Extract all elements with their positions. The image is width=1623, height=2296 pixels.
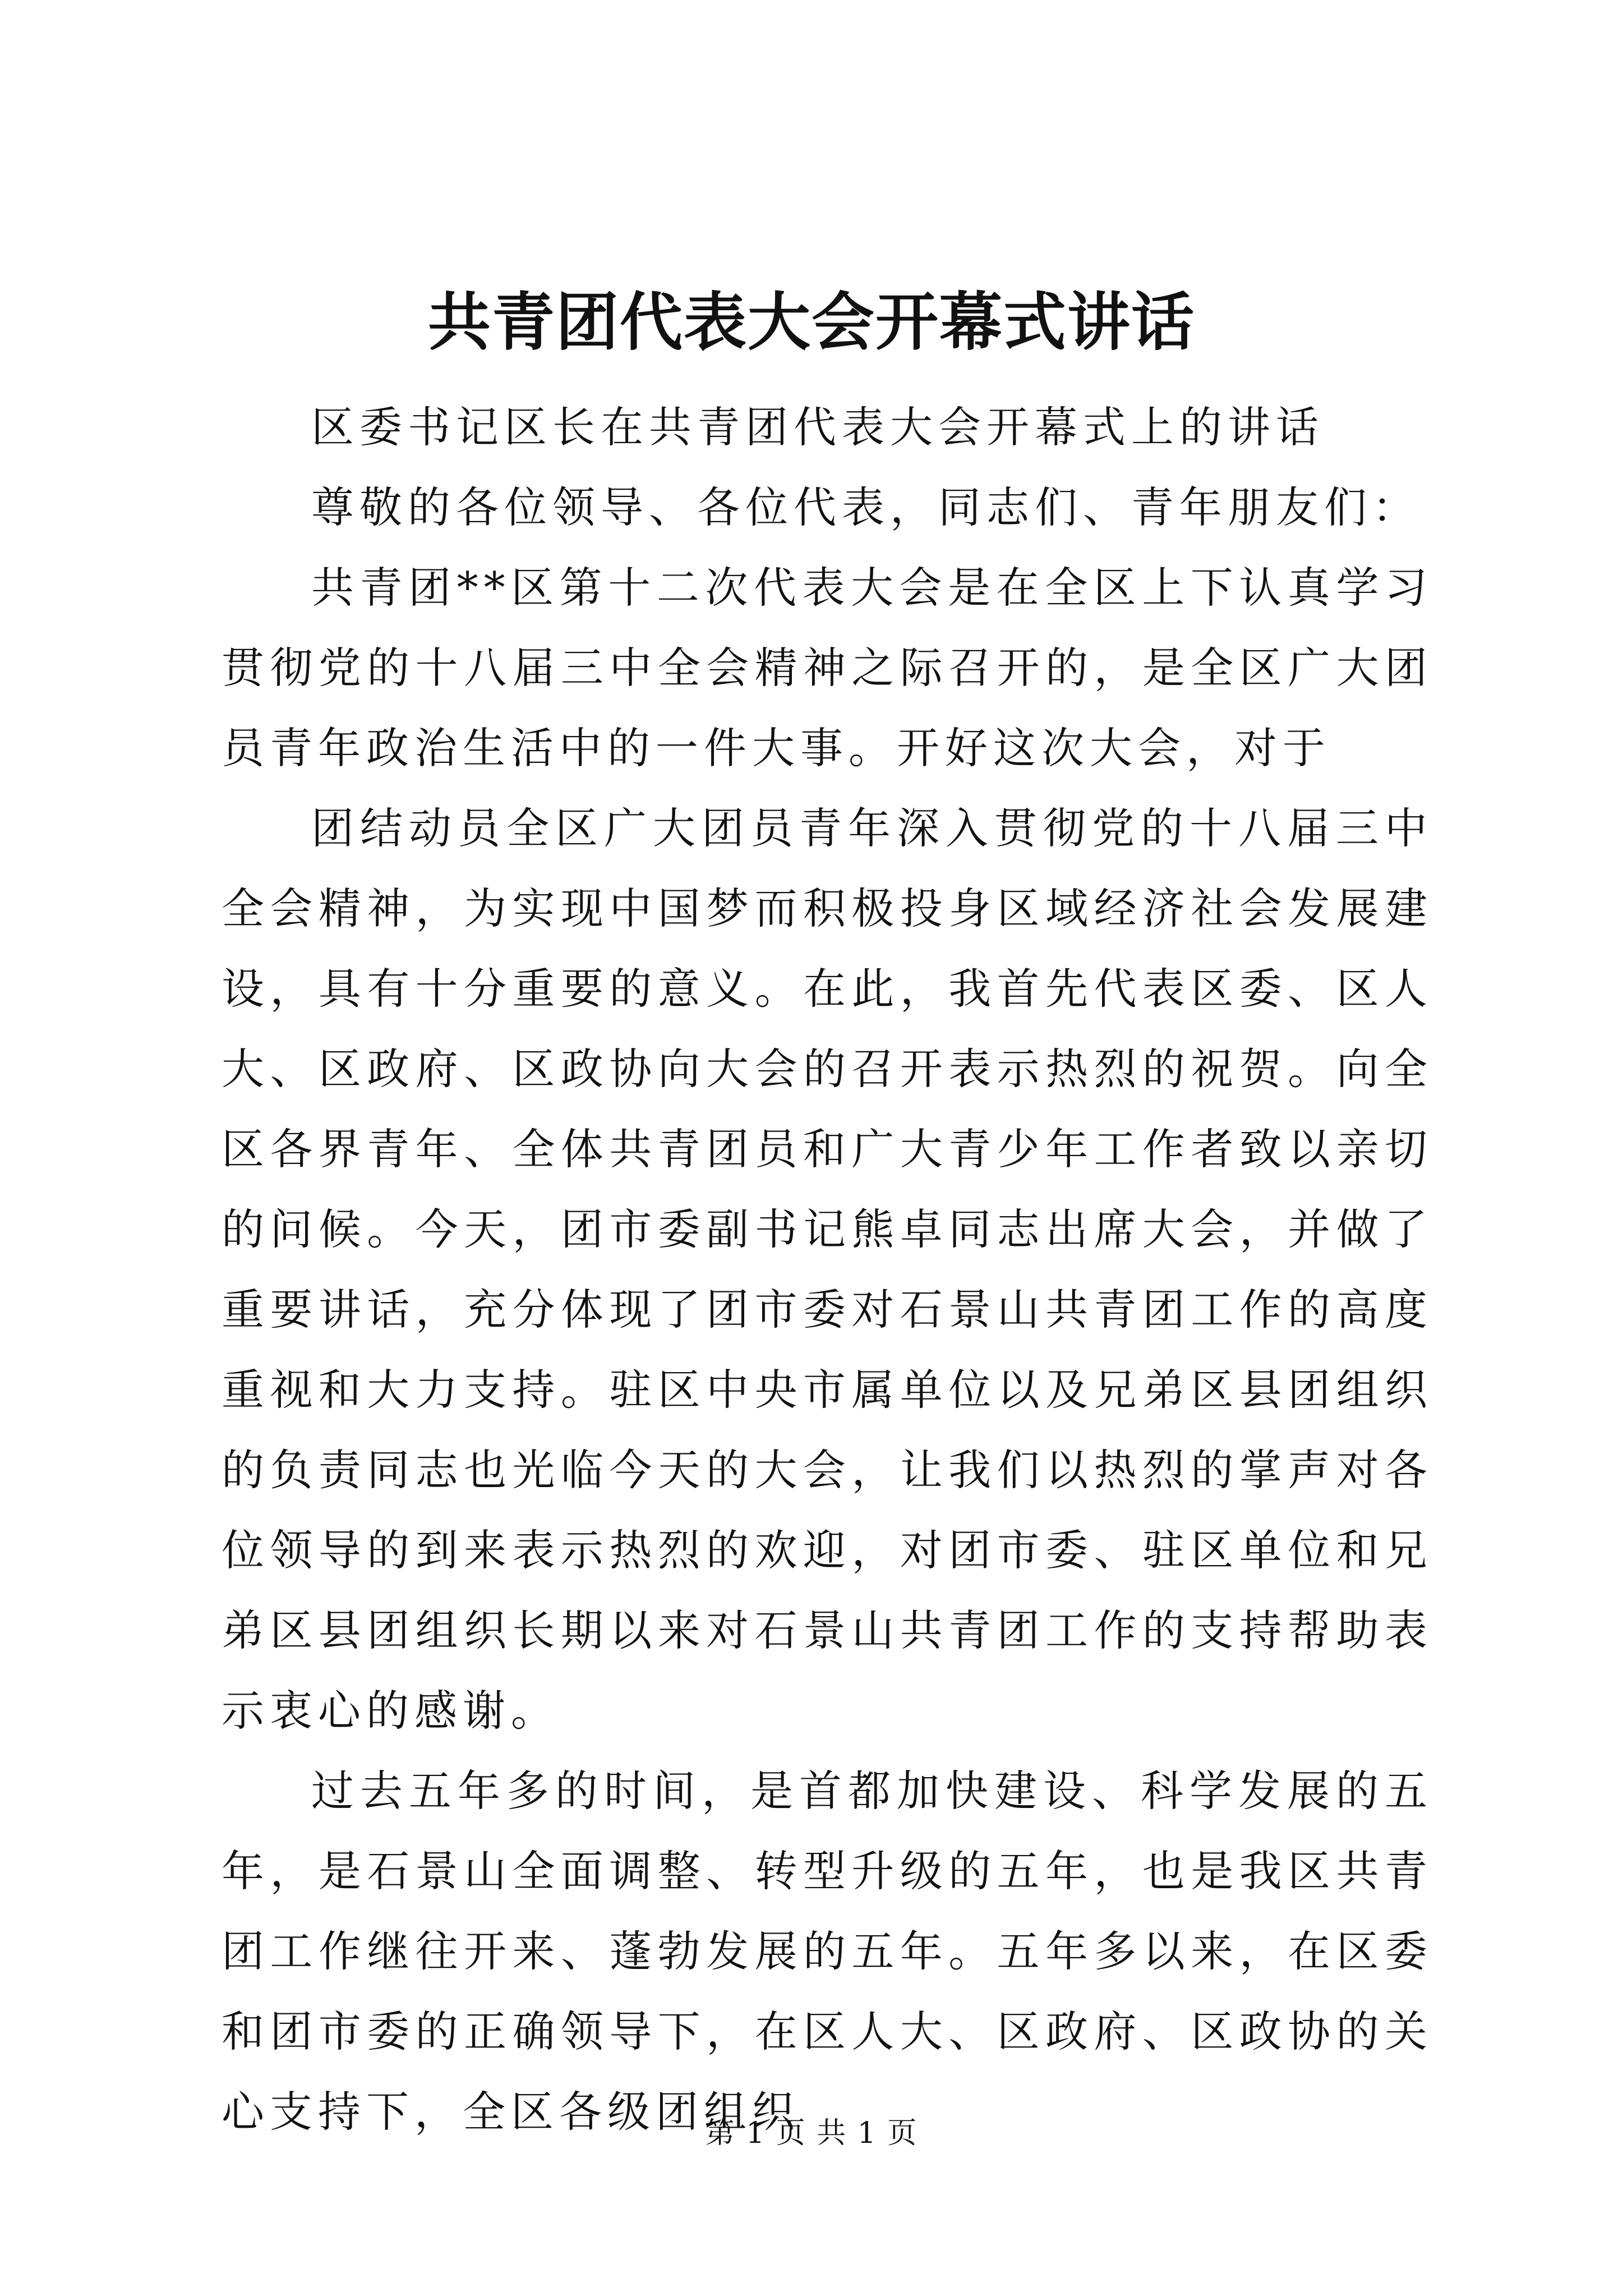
paragraph: 共青团**区第十二次代表大会是在全区上下认真学习贯彻党的十八届三中全会精神之际召开的，是全区广大团员青年政治生活中的一件大事。开好这次大会，对于 (222, 563, 1433, 773)
paragraph-salutation: 尊敬的各位领导、各位代表，同志们、青年朋友们： (311, 482, 1421, 532)
paragraph: 团结动员全区广大团员青年深入贯彻党的十八届三中全会精神，为实现中国梦而积极投身区域经济社会发展建设，具有十分重要的意义。在此，我首先代表区委、区人大、区政府、区政协向大会的召开表示热烈的祝贺。向全区各界青年、全体共青团员和广大青少年工作者致以亲切的问候。今天，团市委副书记熊卓同志出席大会，并做了重要讲话，充分体现了团市委对石景山共青团工作的高度重视和大力支持。驻区中央市属单位以及兄弟区县团组织的负责同志也光临今天的大会，让我们以热烈的掌声对各位领导的到来表示热烈的欢迎，对团市委、驻区单位和兄弟区县团组织长期以来对石景山共青团工作的支持帮助表示衷心的感谢。 (222, 803, 1433, 1736)
document-body (222, 387, 1433, 2152)
document-title: 共青团代表大会开幕式讲话 (428, 286, 1195, 359)
page-footer: 第 1 页 共 1 页 (705, 2116, 918, 2150)
paragraph-subtitle: 区委书记区长在共青团代表大会开幕式上的讲话 (311, 402, 1324, 452)
paragraph: 过去五年多的时间，是首都加快建设、科学发展的五年，是石景山全面调整、转型升级的五年，也是我区共青团工作继往开来、蓬勃发展的五年。五年多以来，在区委和团市委的正确领导下，在区人大、区政府、区政协的关心支持下，全区各级团组织 (222, 1766, 1433, 2137)
